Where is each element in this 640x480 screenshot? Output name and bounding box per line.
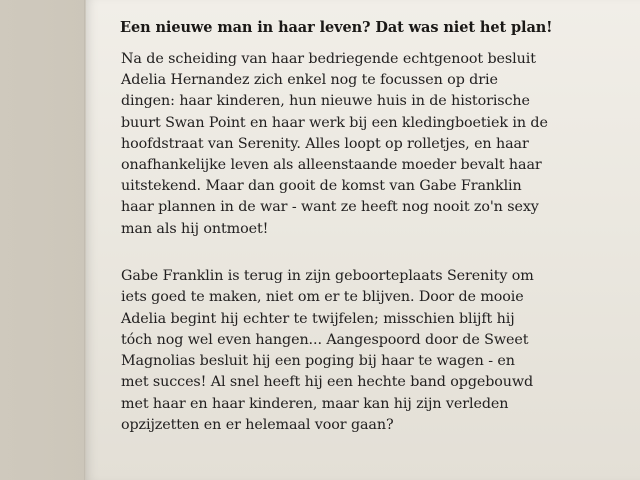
blurb-paragraph-2 (121, 266, 534, 436)
paragraph-line: Magnolias besluit hij een poging bij haar te wagen - en (121, 353, 515, 370)
paragraph-line: opzijzetten en er helemaal voor gaan? (121, 417, 394, 434)
paragraph-line: buurt Swan Point en haar werk bij een kledingboetiek in de (121, 114, 548, 131)
paragraph-line: met haar en haar kinderen, maar kan hij zijn verleden (121, 395, 509, 412)
paragraph-line: haar plannen in de war - want ze heeft nog nooit zo'n sexy (121, 199, 539, 216)
paragraph-line: Adelia Hernandez zich enkel nog te focussen op drie (121, 72, 498, 89)
paragraph-line: iets goed te maken, niet om er te blijven. Door de mooie (121, 289, 524, 306)
paragraph-line: uitstekend. Maar dan gooit de komst van Gabe Franklin (121, 178, 522, 195)
paragraph-line: tóch nog wel even hangen... Aangespoord door de Sweet (121, 331, 529, 348)
paragraph-line: Adelia begint hij echter te twijfelen; misschien blijft hij (121, 310, 515, 327)
blurb-paragraph-1 (121, 49, 548, 240)
paragraph-line: dingen: haar kinderen, hun nieuwe huis in de historische (121, 93, 530, 110)
paragraph-line: man als hij ontmoet! (121, 220, 269, 237)
blurb-headline: Een nieuwe man in haar leven? Dat was niet het plan! (120, 19, 553, 36)
paragraph-line: hoofdstraat van Serenity. Alles loopt op rolletjes, en haar (121, 135, 529, 152)
paragraph-line: met succes! Al snel heeft hij een hechte band opgebouwd (121, 374, 534, 391)
paragraph-line: Na de scheiding van haar bedriegende echtgenoot besluit (121, 51, 536, 67)
paragraph-line: onafhankelijke leven als alleenstaande moeder bevalt haar (121, 157, 542, 174)
paragraph-line: Gabe Franklin is terug in zijn geboorteplaats Serenity om (121, 268, 534, 284)
